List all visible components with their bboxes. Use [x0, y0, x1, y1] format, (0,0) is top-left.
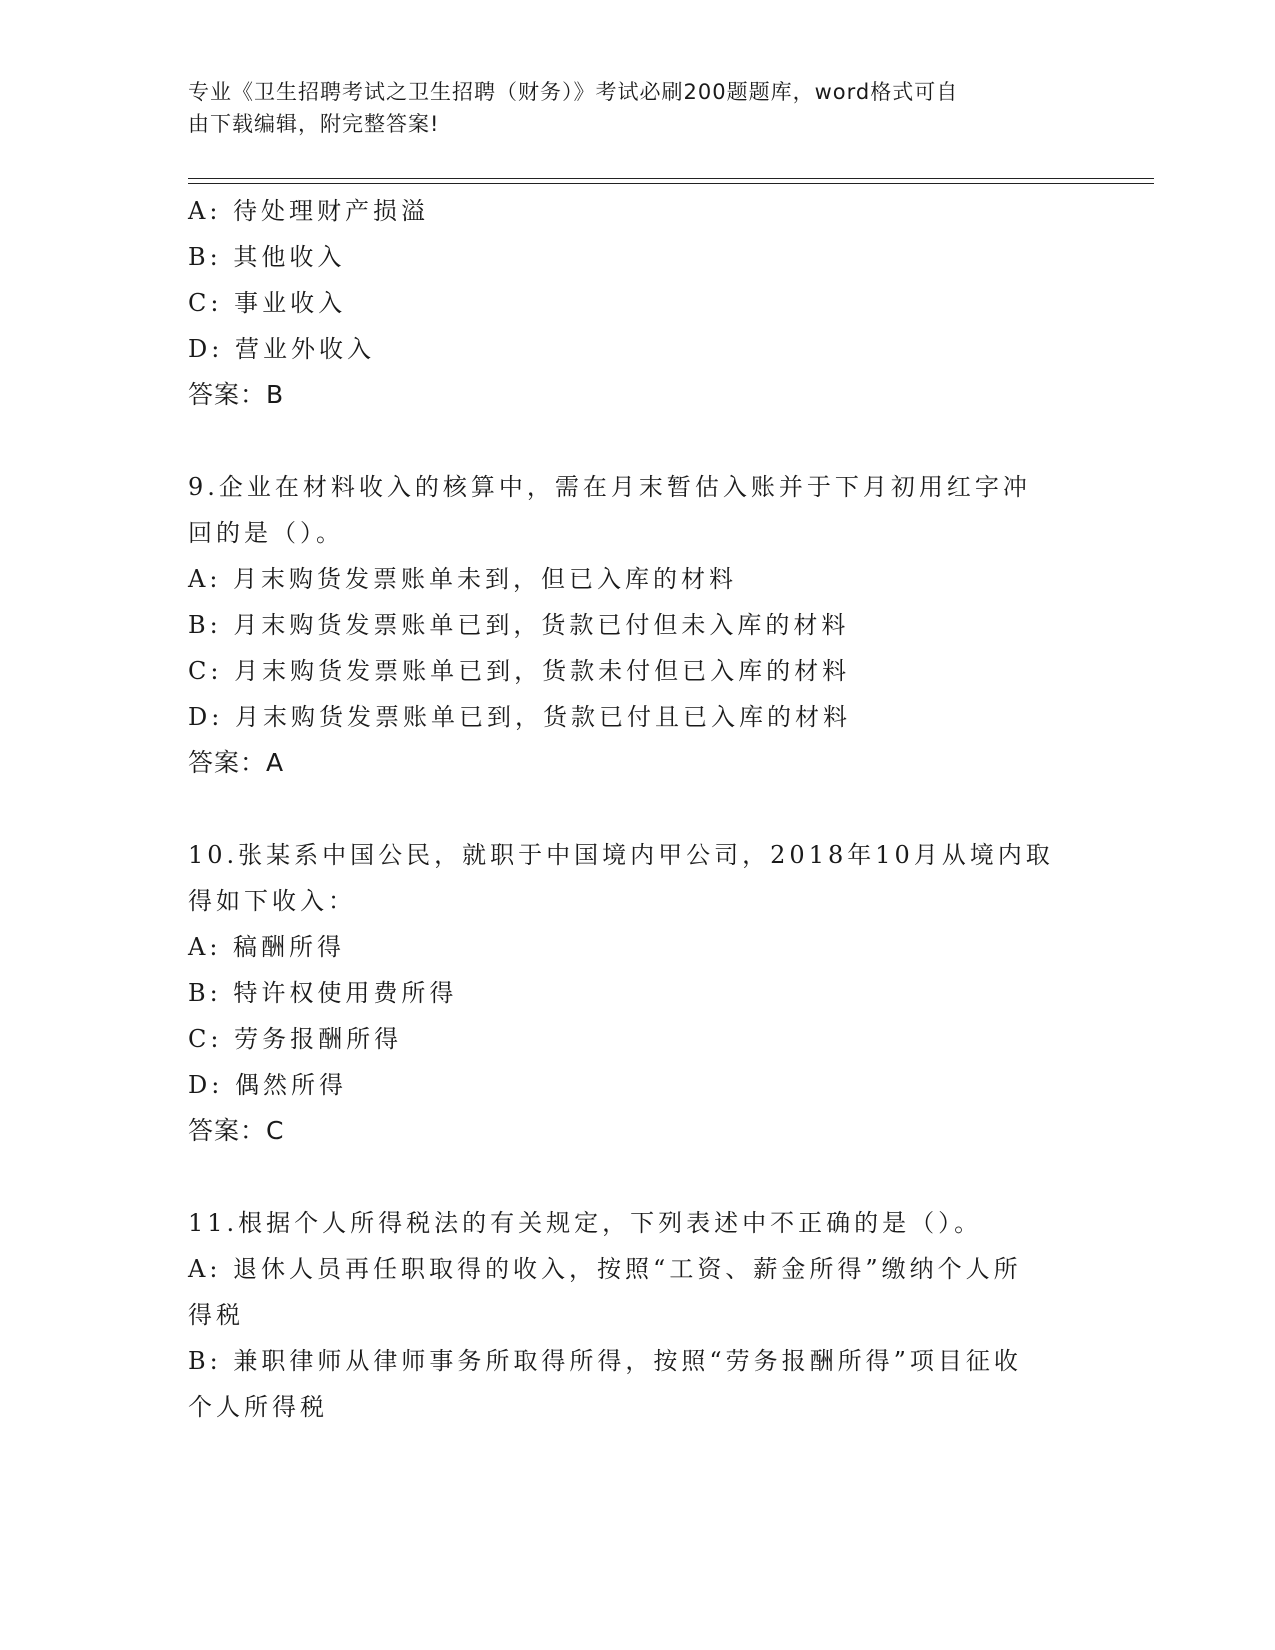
question-stem: 10.张某系中国公民，就职于中国境内甲公司，2018年10月从境内取	[188, 841, 1054, 869]
spacer	[188, 786, 1088, 832]
answer-line: 答案：A	[188, 748, 285, 777]
question-stem: 11.根据个人所得税法的有关规定，下列表述中不正确的是（）。	[188, 1209, 983, 1237]
option-d: D: 偶然所得	[188, 1071, 347, 1099]
option-a: A: 退休人员再任职取得的收入，按照“工资、薪金所得”缴纳个人所	[188, 1255, 1022, 1283]
question-10	[188, 832, 1088, 1154]
option-a-continued: 得税	[188, 1301, 244, 1329]
option-a: A: 稿酬所得	[188, 933, 346, 961]
header-divider-bottom	[188, 183, 1154, 184]
answer-line: 答案：C	[188, 1116, 285, 1145]
option-a: A: 月末购货发票账单未到，但已入库的材料	[188, 565, 738, 593]
spacer	[188, 418, 1088, 464]
option-d: D: 月末购货发票账单已到，货款已付且已入库的材料	[188, 703, 851, 731]
option-b: B: 月末购货发票账单已到，货款已付但未入库的材料	[188, 611, 850, 639]
option-d: D: 营业外收入	[188, 335, 375, 363]
question-content	[188, 188, 1088, 1430]
question-9	[188, 464, 1088, 786]
answer-line: 答案：B	[188, 380, 285, 409]
header-divider-top	[188, 178, 1154, 179]
option-a: A: 待处理财产损溢	[188, 197, 430, 225]
document-header	[188, 76, 1068, 140]
question-stem-continued: 回的是（）。	[188, 519, 344, 547]
option-c: C: 劳务报酬所得	[188, 1025, 403, 1053]
header-line-1: 专业《卫生招聘考试之卫生招聘（财务）》考试必刷200题题库，word格式可自	[188, 80, 959, 104]
option-c: C: 月末购货发票账单已到，货款未付但已入库的材料	[188, 657, 851, 685]
option-b: B: 特许权使用费所得	[188, 979, 458, 1007]
question-11	[188, 1200, 1088, 1430]
spacer	[188, 1154, 1088, 1200]
header-line-2: 由下载编辑，附完整答案!	[188, 112, 440, 136]
option-c: C: 事业收入	[188, 289, 347, 317]
option-b-continued: 个人所得税	[188, 1393, 328, 1421]
option-b: B: 兼职律师从律师事务所取得所得，按照“劳务报酬所得”项目征收	[188, 1347, 1022, 1375]
question-stem: 9.企业在材料收入的核算中，需在月末暂估入账并于下月初用红字冲	[188, 473, 1031, 501]
question-8	[188, 188, 1088, 418]
option-b: B: 其他收入	[188, 243, 346, 271]
question-stem-continued: 得如下收入：	[188, 887, 356, 915]
